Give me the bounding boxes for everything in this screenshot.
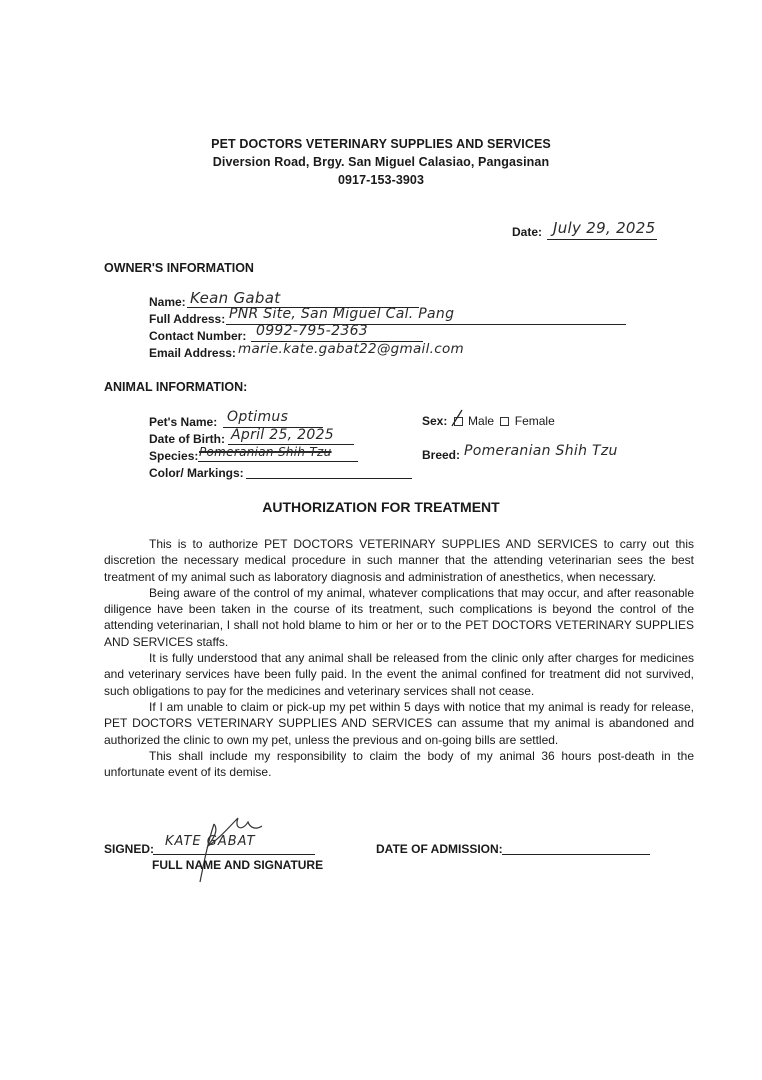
authorization-body <box>104 536 694 780</box>
authorization-title: AUTHORIZATION FOR TREATMENT <box>262 499 500 515</box>
admission-line <box>502 854 650 855</box>
signed-label: SIGNED: <box>104 842 155 856</box>
dob-label: Date of Birth: <box>149 432 225 446</box>
admission-label: DATE OF ADMISSION: <box>376 842 503 856</box>
female-checkbox[interactable] <box>500 417 509 426</box>
sex-field <box>422 414 555 428</box>
company-phone: 0917-153-3903 <box>337 173 425 187</box>
address-value: PNR Site, San Miguel Cal. Pang <box>229 306 455 322</box>
owner-name-label: Name: <box>149 295 186 309</box>
female-option-label: Female <box>514 414 555 428</box>
species-value-crossed: Pomeranian Shih Tzu <box>199 445 332 459</box>
breed-label: Breed: <box>422 448 461 462</box>
contact-label: Contact Number: <box>149 329 247 343</box>
paragraph: This shall include my responsibility to claim the body of my animal 36 hours post-death in the unfortunate event of its demise. <box>104 748 694 780</box>
address-label: Full Address: <box>149 312 226 326</box>
paragraph: It is fully understood that any animal shall be released from the clinic only after charges for medicines and veterinary services have been fully paid. In the event the animal confined for treatment did not survived, such obligations to pay for the medicines and veterinary services shall not cease. <box>104 651 694 698</box>
contact-value: 0992-795-2363 <box>256 323 368 339</box>
color-line <box>246 478 412 479</box>
species-label: Species: <box>149 449 199 463</box>
owner-info-heading: OWNER'S INFORMATION <box>104 261 254 275</box>
sex-label: Sex: <box>422 414 448 428</box>
email-label: Email Address: <box>149 346 236 360</box>
male-option-label: Male <box>468 414 495 428</box>
species-line <box>198 461 358 462</box>
date-label: Date: <box>512 225 543 239</box>
email-value: marie.kate.gabat22@gmail.com <box>238 341 464 357</box>
pet-name-value: Optimus <box>227 409 289 425</box>
signed-name-value: KATE GABAT <box>165 834 256 849</box>
pet-name-label: Pet's Name: <box>149 415 218 429</box>
signature-scribble <box>190 812 270 884</box>
dob-value: April 25, 2025 <box>231 427 334 443</box>
check-mark-icon <box>449 408 465 428</box>
male-checkbox[interactable] <box>451 414 465 428</box>
company-name: PET DOCTORS VETERINARY SUPPLIES AND SERVICES <box>211 137 551 151</box>
date-value: July 29, 2025 <box>553 219 656 237</box>
paragraph: This is to authorize PET DOCTORS VETERINARY SUPPLIES AND SERVICES to carry out this discretion the necessary medical procedure in such manner that the attending veterinarian sees the best treatment of my animal such as laboratory diagnosis and administration of anesthetics, when necessary. <box>104 537 694 584</box>
paragraph: Being aware of the control of my animal, whatever complications that may occur, and after reasonable diligence have been taken in the course of its treatment, such complications is beyond the control of the attending veterinarian, I shall not hold blame to him or her or to the PET DOCTORS VETERINARY SUPPLIES AND SERVICES staffs. <box>104 585 694 649</box>
signature-caption: FULL NAME AND SIGNATURE <box>152 858 324 872</box>
owner-name-value: Kean Gabat <box>190 289 281 307</box>
animal-info-heading: ANIMAL INFORMATION: <box>104 380 248 394</box>
paragraph: If I am unable to claim or pick-up my pet within 5 days with notice that my animal is ready for release, PET DOCTORS VETERINARY SUPPLIES AND SERVICES can assume that my animal is abandoned and authorized the clinic to own my pet, unless the previous and on-going bills are settled. <box>104 699 694 747</box>
color-label: Color/ Markings: <box>149 466 244 480</box>
company-address: Diversion Road, Brgy. San Miguel Calasiao, Pangasinan <box>212 155 550 169</box>
date-line <box>547 239 657 240</box>
breed-value: Pomeranian Shih Tzu <box>464 443 618 459</box>
